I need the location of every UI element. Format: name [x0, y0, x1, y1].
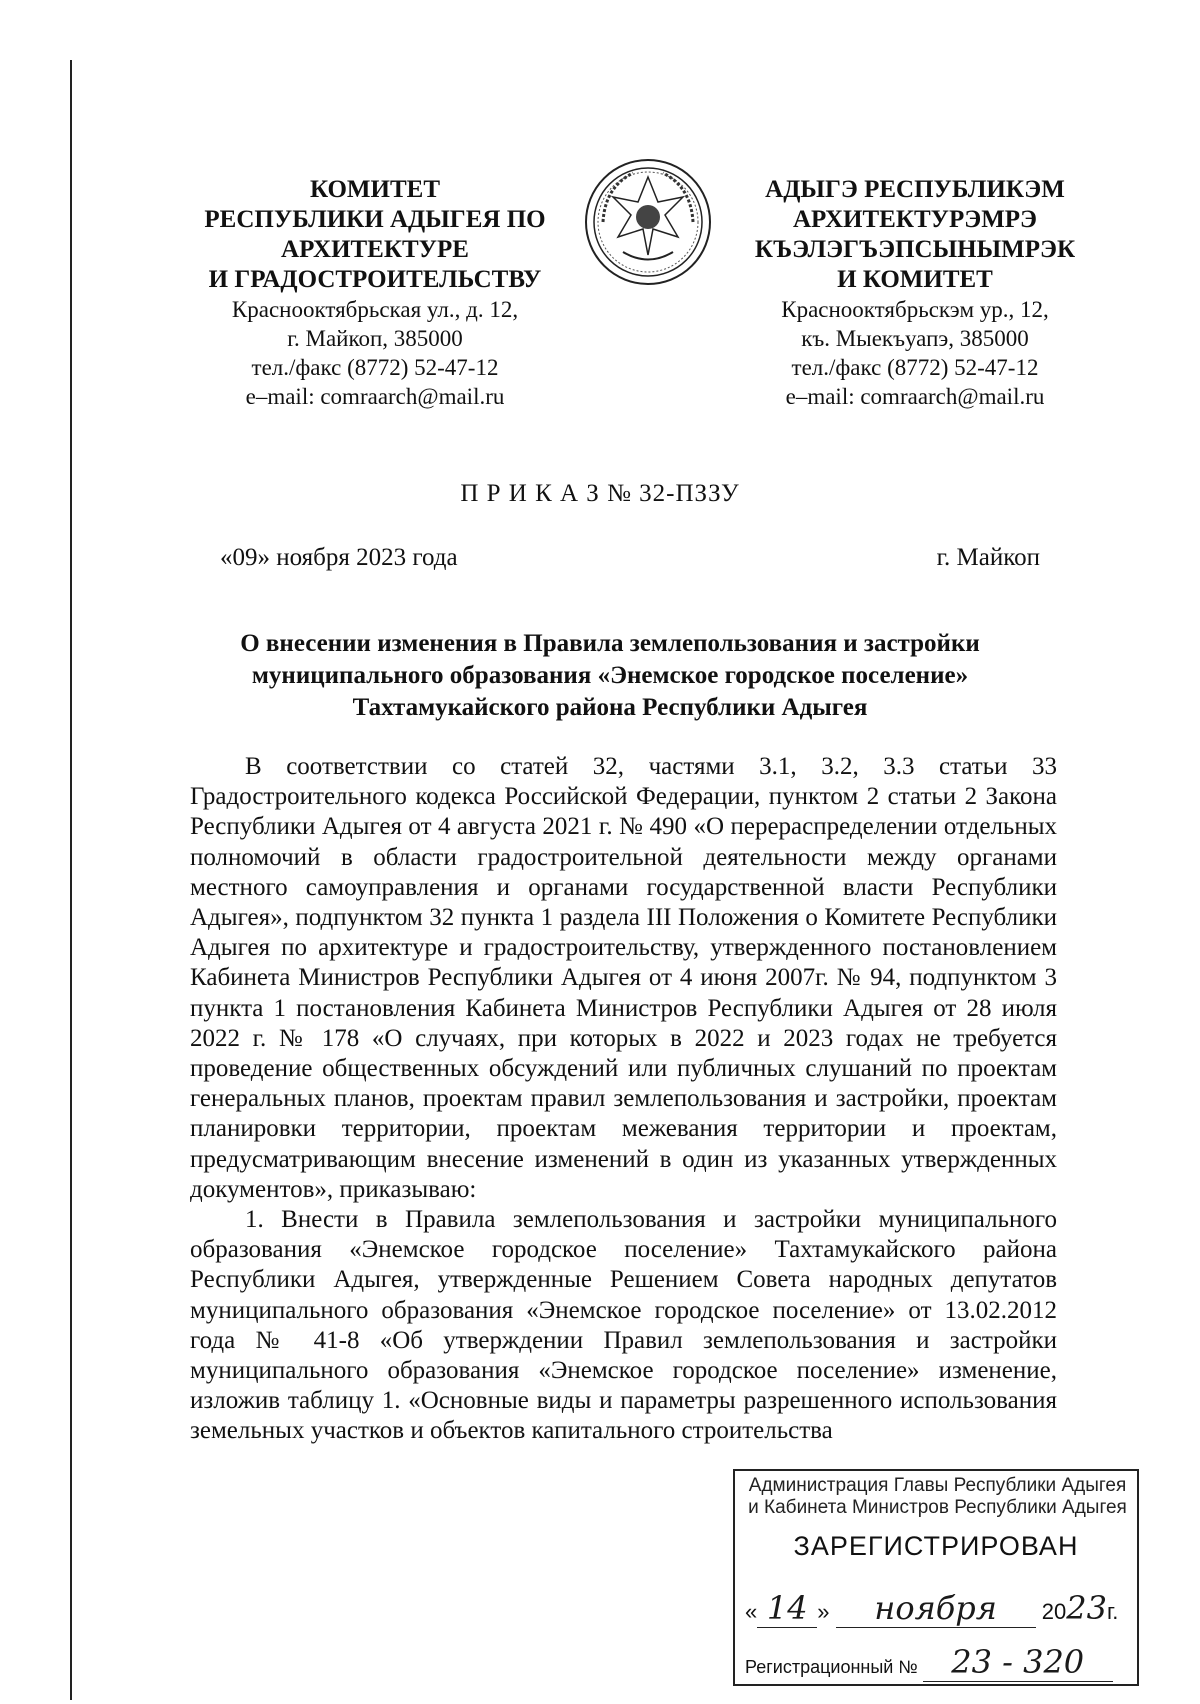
address-ru-2: г. Майкоп, 385000 [287, 326, 463, 351]
phone-ru: тел./факс (8772) 52-47-12 [251, 355, 499, 380]
body-paragraph-1: В соответствии со статей 32, частями 3.1, 3.2, 3.3 статьи 33 Градостроительного кодекса Российской Федерации, пунктом 2 статьи 2 Закона Республики Адыгея от 4 августа 2021 г. № 490 «О перераспределении отдельных полномочий в области градостроительной деятельности между органами местного самоуправления и органами государственной власти Республики Адыгея», подпунктом 32 пункта 1 раздела III Положения о Комитете Республики Адыгея по архитектуре и градостроительству, утвержденного постановлением Кабинета Министров Республики Адыгея от 4 июня 2007г. № 94, подпунктом 3 пункта 1 постановления Кабинета Министров Республики Адыгея от 28 июля 2022 г. № 178 «О случаях, при которых в 2022 и 2023 годах не требуется проведение общественных обсуждений или публичных слушаний по проектам генеральных планов, проектам правил землепользования и застройки, проектам планировки территории, проектам межевания территории и проектам, предусматривающим внесение изменений в один из указанных утвержденных документов», приказываю: [190, 753, 1057, 1203]
address-ady-2: къ. Мыекъуапэ, 385000 [801, 326, 1029, 351]
email-ady: e–mail: comraarch@mail.ru [785, 384, 1045, 409]
committee-name-ru-4: И ГРАДОСТРОИТЕЛЬСТВУ [208, 266, 542, 293]
address-ru-1: Краснооктябрьская ул., д. 12, [231, 297, 519, 322]
committee-name-ru-1: КОМИТЕТ [309, 176, 441, 203]
email-ru: e–mail: comraarch@mail.ru [245, 384, 505, 409]
committee-name-ady-1: АДЫГЭ РЕСПУБЛИКЭМ [765, 176, 1065, 203]
stamp-day: 14 [757, 1589, 817, 1628]
committee-name-ady-2: АРХИТЕКТУРЭМРЭ [792, 206, 1038, 233]
phone-ady: тел./факс (8772) 52-47-12 [791, 355, 1039, 380]
order-body [190, 752, 1057, 1447]
stamp-date: « 14 » ноября 2023г. [745, 1589, 1119, 1627]
stamp-registered-label: ЗАРЕГИСТРИРОВАН [793, 1531, 1079, 1561]
stamp-year-suffix: 23 [1066, 1589, 1107, 1627]
committee-name-ady-3: КЪЭЛЭГЪЭПСЫНЫМРЭК [754, 236, 1076, 263]
stamp-month: ноября [836, 1589, 1036, 1628]
committee-name-ady-4: И КОМИТЕТ [837, 266, 993, 293]
order-subject: О внесении изменения в Правила землепользования и застройки муниципального образования «Энемское городское поселение» Тахтамукайского района Республики Адыгея [240, 630, 980, 721]
stamp-year-prefix: 20 [1041, 1599, 1067, 1624]
stamp-year-mark: г. [1106, 1599, 1119, 1624]
letterhead [0, 175, 1200, 435]
registration-stamp [733, 1469, 1139, 1686]
stamp-org-line-2: и Кабинета Министров Республики Адыгея [748, 1497, 1127, 1518]
stamp-reg-label: Регистрационный № [745, 1657, 918, 1677]
address-ady-1: Краснооктябрьскэм ур., 12, [781, 297, 1049, 322]
stamp-registration-number [745, 1643, 1130, 1682]
letterhead-left [165, 175, 585, 411]
stamp-org-line-1: Администрация Главы Республики Адыгея [748, 1475, 1127, 1496]
committee-name-ru-2: РЕСПУБЛИКИ АДЫГЕЯ ПО [204, 206, 546, 233]
stamp-organization [745, 1475, 1130, 1519]
order-date: «09» ноября 2023 года [220, 544, 458, 571]
republic-coat-of-arms-icon [583, 157, 713, 287]
body-paragraph-2: 1. Внести в Правила землепользования и застройки муниципального образования «Энемское городское поселение» Тахтамукайского района Республики Адыгея, утвержденные Решением Совета народных депутатов муниципального образования «Энемское городское поселение» от 13.02.2012 года № 41-8 «Об утверждении Правил землепользования и застройки муниципального образования «Энемское городское поселение» изменение, изложив таблицу 1. «Основные виды и параметры разрешенного использования земельных участков и объектов капитального строительства [190, 1206, 1057, 1445]
order-title: П Р И К А З № 32-ПЗЗУ [460, 480, 740, 507]
committee-name-ru-3: АРХИТЕКТУРЕ [281, 236, 469, 263]
stamp-reg-number: 23 - 320 [923, 1643, 1113, 1682]
order-city: г. Майкоп [936, 544, 1040, 571]
letterhead-right [725, 175, 1105, 411]
